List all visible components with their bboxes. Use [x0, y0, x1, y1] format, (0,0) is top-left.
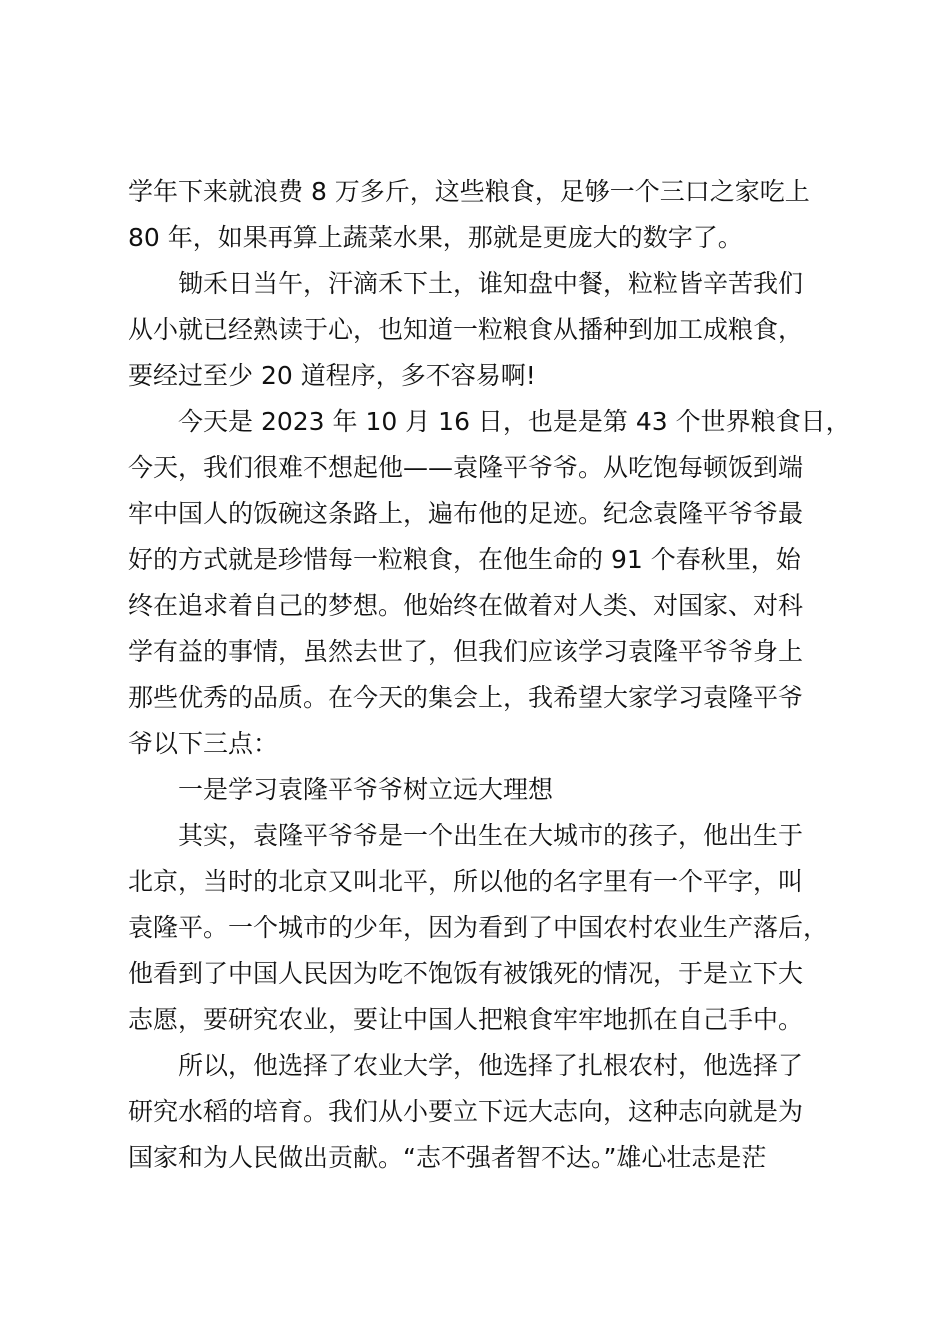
text-line [0, 814, 950, 858]
line-text: 所以，他选择了农业大学，他选择了扎根农村，他选择了 [178, 1051, 804, 1080]
line-text: 终在追求着自己的梦想。他始终在做着对人类、对国家、对科 [128, 591, 804, 620]
line-text: 今天是 2023 年 10 月 16 日，也是是第 43 个世界粮食日， [178, 407, 851, 436]
text-line [0, 676, 950, 720]
text-line [0, 906, 950, 950]
text-line [0, 446, 950, 490]
text-line [0, 584, 950, 628]
section-heading [0, 768, 950, 812]
line-text: 志愿，要研究农业，要让中国人把粮食牢牢地抓在自己手中。 [128, 1005, 804, 1034]
text-line [0, 1044, 950, 1088]
line-text: 研究水稻的培育。我们从小要立下远大志向，这种志向就是为 [128, 1097, 804, 1126]
line-text: 其实，袁隆平爷爷是一个出生在大城市的孩子，他出生于 [178, 821, 804, 850]
text-line [0, 170, 950, 214]
line-text: 国家和为人民做出贡献。“志不强者智不达。”雄心壮志是茫 [128, 1143, 767, 1172]
text-line [0, 492, 950, 536]
line-text: 爷以下三点： [128, 729, 279, 758]
text-line [0, 308, 950, 352]
text-line [0, 538, 950, 582]
line-text: 北京，当时的北京又叫北平，所以他的名字里有一个平字，叫 [128, 867, 804, 896]
line-text: 牢中国人的饭碗这条路上，遍布他的足迹。纪念袁隆平爷爷最 [128, 499, 804, 528]
text-line [0, 400, 950, 444]
text-line [0, 630, 950, 674]
line-text: 一是学习袁隆平爷爷树立远大理想 [178, 775, 554, 804]
line-text: 他看到了中国人民因为吃不饱饭有被饿死的情况，于是立下大 [128, 959, 804, 988]
line-text: 今天，我们很难不想起他——袁隆平爷爷。从吃饱每顿饭到端 [128, 453, 804, 482]
text-line [0, 998, 950, 1042]
text-line [0, 1090, 950, 1134]
text-line [0, 860, 950, 904]
text-line [0, 722, 950, 766]
line-text: 学年下来就浪费 8 万多斤，这些粮食，足够一个三口之家吃上 [128, 177, 810, 206]
line-text: 要经过至少 20 道程序，多不容易啊! [128, 361, 536, 390]
text-line [0, 354, 950, 398]
text-line [0, 1136, 950, 1180]
line-text: 锄禾日当午，汗滴禾下土，谁知盘中餐，粒粒皆辛苦我们 [178, 269, 804, 298]
line-text: 80 年，如果再算上蔬菜水果，那就是更庞大的数字了。 [128, 223, 743, 252]
line-text: 学有益的事情，虽然去世了，但我们应该学习袁隆平爷爷身上 [128, 637, 804, 666]
line-text: 袁隆平。一个城市的少年，因为看到了中国农村农业生产落后， [128, 913, 829, 942]
line-text: 从小就已经熟读于心，也知道一粒粮食从播种到加工成粮食， [128, 315, 804, 344]
line-text: 那些优秀的品质。在今天的集会上，我希望大家学习袁隆平爷 [128, 683, 804, 712]
text-line [0, 262, 950, 306]
text-line [0, 216, 950, 260]
text-line [0, 952, 950, 996]
line-text: 好的方式就是珍惜每一粒粮食，在他生命的 91 个春秋里，始 [128, 545, 801, 574]
